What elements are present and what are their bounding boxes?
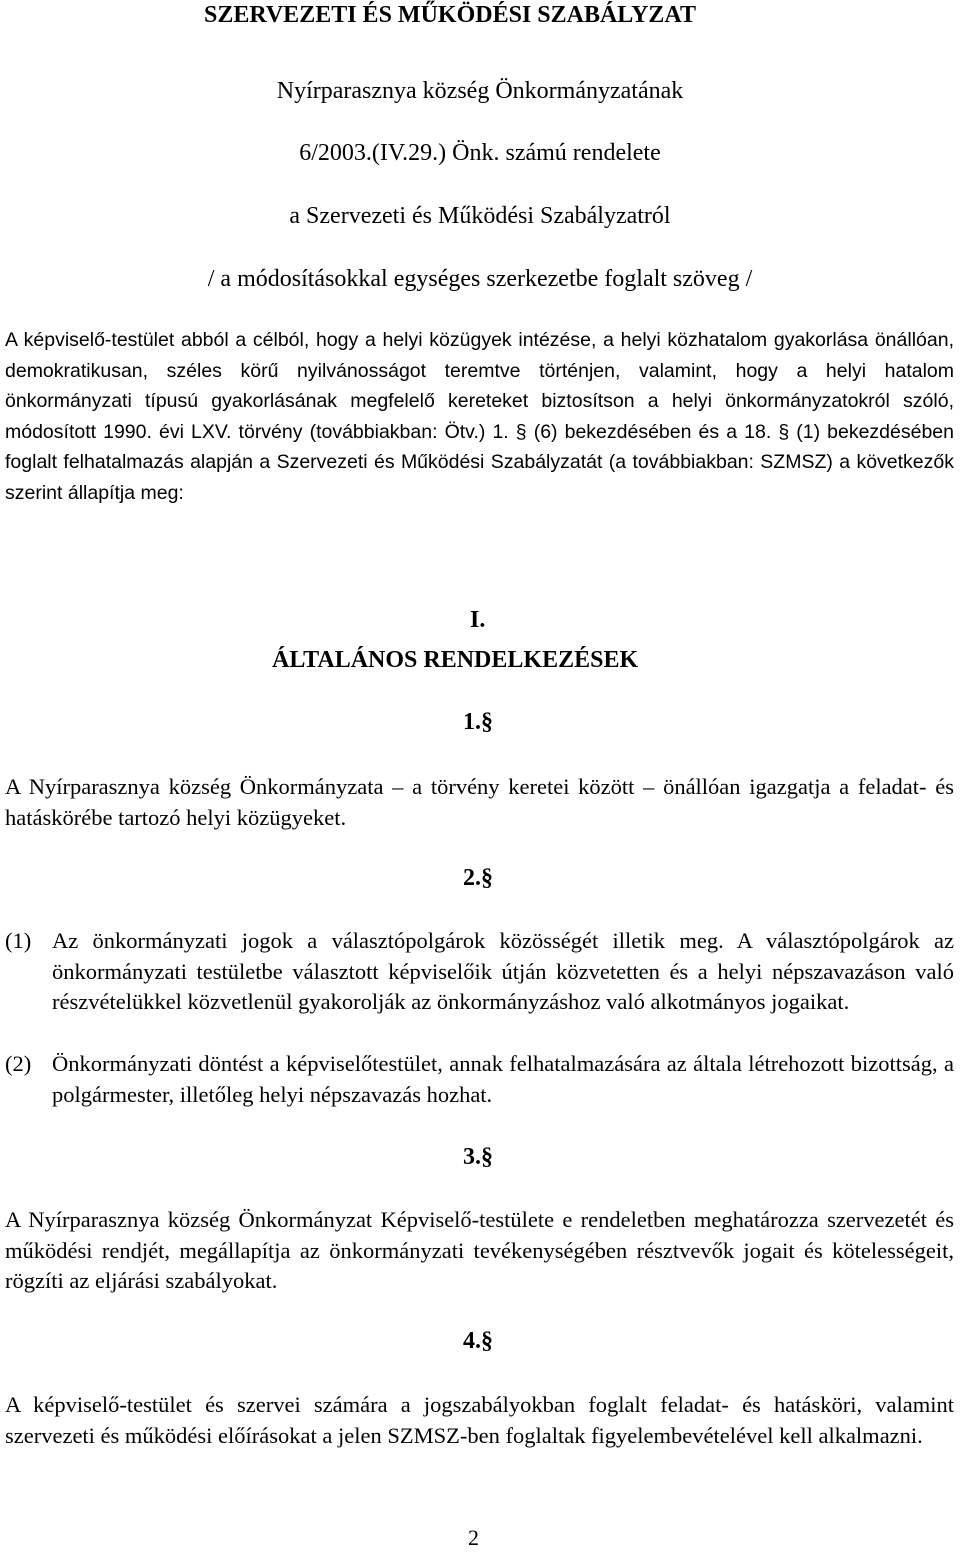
section-4-text: A képviselő-testület és szervei számára a jogszabályokban foglalt feladat- és hatásköri, valamint szervezeti és működési előírásokat a jelen SZMSZ-ben foglaltak figyelembevételével kell alkalmazni. xyxy=(5,1392,954,1448)
item-text: Az önkormányzati jogok a választópolgárok közösségét illetik meg. A választópolgárok az önkormányzati testületbe választott képviselőik útján közvetetten és a helyi népszavazáson való részvételükkel közvetlenül gyakorolják az önkormányzáshoz való alkotmányos jogaikat. xyxy=(52,928,954,1014)
section-1-heading: 1.§ xyxy=(463,709,493,735)
item-number: (2) xyxy=(5,1051,32,1076)
intro-paragraph: A képviselő-testület abból a célból, hogy a helyi közügyek intézése, a helyi közhatalom gyakorlása önállóan, demokratikusan, széles körű nyilvánosságot teremtve történjen, valamint, hogy a helyi hatalom önkormányzati típusú gyakorlásának megfelelő kereteket biztosítson a helyi önkormányzatokról szóló, módosított 1990. évi LXV. törvény (továbbiakban: Ötv.) 1. § (6) bekezdésében és a 18. § (1) bekezdésében foglalt felhatalmazás alapján a Szervezeti és Működési Szabályzatát (a továbbiakban: SZMSZ) a következők szerint állapítja meg: xyxy=(5,329,954,504)
chapter-title: ÁLTALÁNOS RENDELKEZÉSEK xyxy=(272,647,639,673)
section-1-text: A Nyírparasznya község Önkormányzata – a törvény keretei között – önállóan igazgatja a feladat- és hatáskörébe tartozó helyi közügyeket. xyxy=(5,774,954,830)
section-3-text: A Nyírparasznya község Önkormányzat Képviselő-testülete e rendeletben meghatározza szervezetét és működési rendjét, megállapítja az önkormányzati tevékenységében résztvevők jogait és kötelességeit, rögzíti az eljárási szabályokat. xyxy=(5,1207,954,1293)
section-4-heading: 4.§ xyxy=(463,1328,493,1354)
subtitle-line-3: a Szervezeti és Működési Szabályzatról xyxy=(289,203,671,229)
chapter-number: I. xyxy=(470,607,486,633)
item-text: Önkormányzati döntést a képviselőtestület, annak felhatalmazására az általa létrehozott bizottság, a polgármester, illetőleg helyi népszavazás hozhat. xyxy=(52,1051,954,1107)
section-3-heading: 3.§ xyxy=(463,1144,493,1170)
item-number: (1) xyxy=(5,928,32,953)
subtitle-line-1: Nyírparasznya község Önkormányzatának xyxy=(276,78,684,104)
subtitle-line-4: / a módosításokkal egységes szerkezetbe foglalt szöveg / xyxy=(207,266,753,292)
subtitle-line-2: 6/2003.(IV.29.) Önk. számú rendelete xyxy=(299,140,661,166)
document-title: SZERVEZETI ÉS MŰKÖDÉSI SZABÁLYZAT xyxy=(204,2,696,28)
section-2-item-2 xyxy=(5,1049,954,1110)
page-number: 2 xyxy=(468,1525,479,1550)
section-2-item-1 xyxy=(5,926,954,1018)
section-2-heading: 2.§ xyxy=(463,865,493,891)
